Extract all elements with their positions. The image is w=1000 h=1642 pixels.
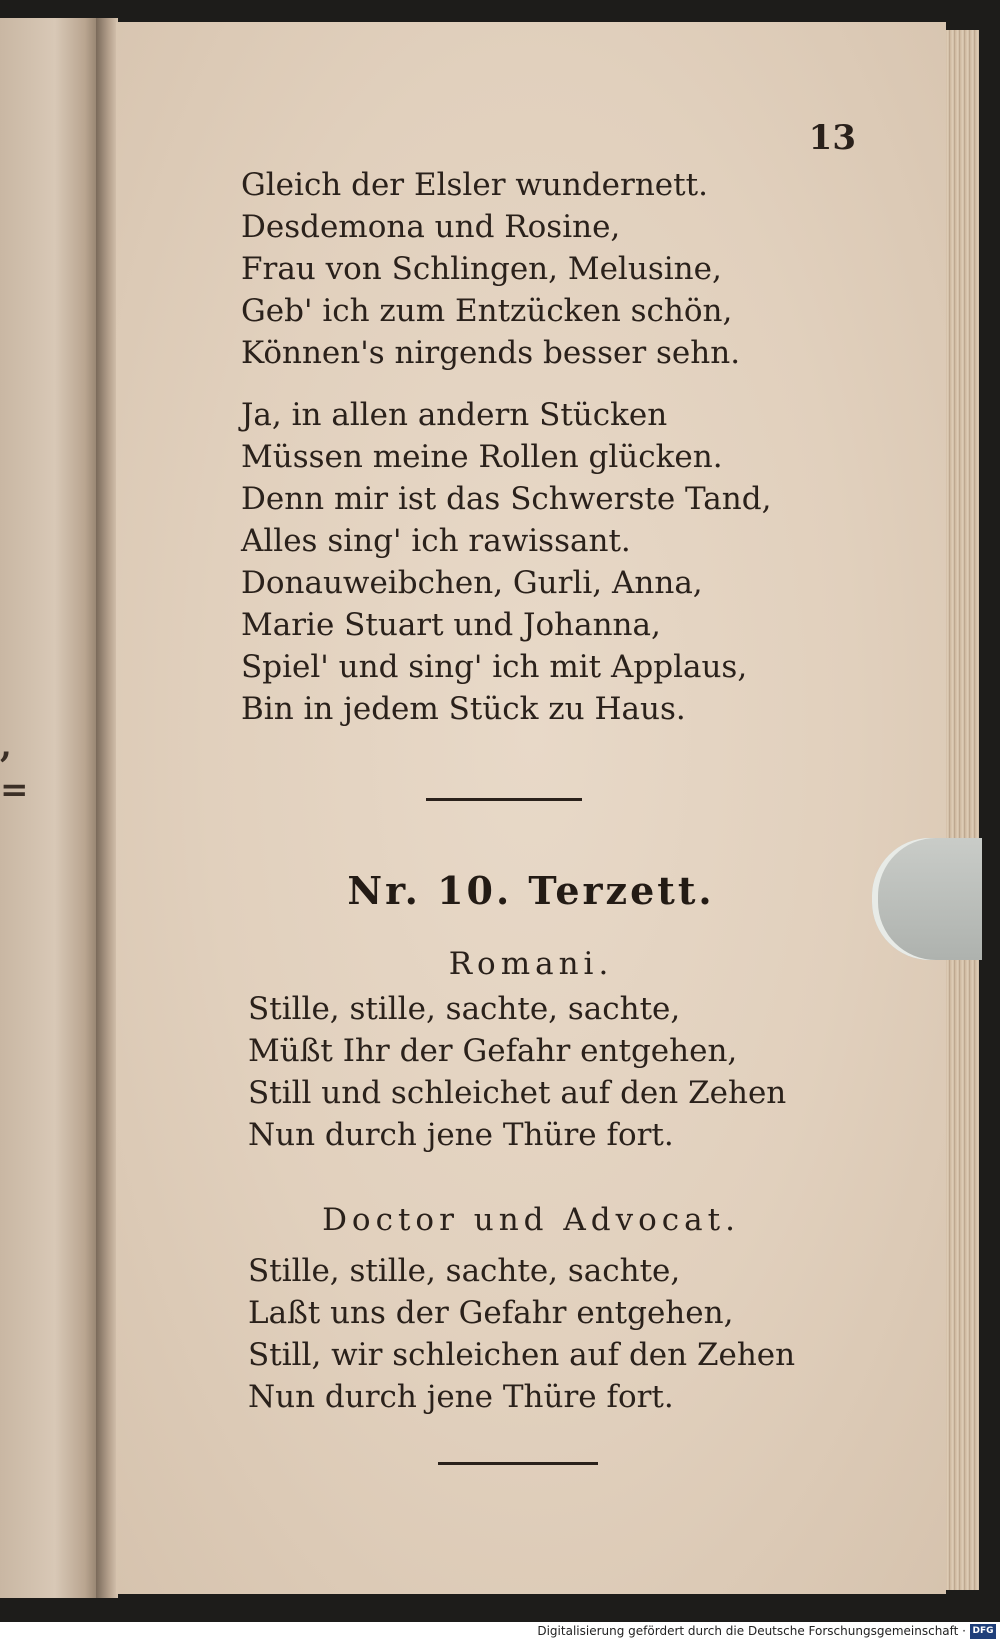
verse-line: Laßt uns der Gefahr entgehen, [248, 1295, 734, 1331]
book-page [116, 22, 946, 1594]
verse-line: Still, wir schleichen auf den Zehen [248, 1337, 796, 1373]
verse-line: Stille, stille, sachte, sachte, [248, 991, 681, 1027]
book-gutter [96, 18, 118, 1598]
verse-line: Nun durch jene Thüre fort. [248, 1117, 674, 1153]
page-edges [945, 30, 979, 1590]
stanza-3 [248, 988, 786, 1156]
verse-line: Gleich der Elsler wundernett. [241, 167, 708, 203]
end-divider [438, 1462, 598, 1465]
stanza-4 [248, 1250, 795, 1418]
verse-line: Stille, stille, sachte, sachte, [248, 1253, 681, 1289]
verse-line: Geb' ich zum Entzücken schön, [241, 293, 733, 329]
verse-line: Müßt Ihr der Gefahr entgehen, [248, 1033, 738, 1069]
page-number: 13 [808, 118, 856, 158]
verse-line: Donauweibchen, Gurli, Anna, [241, 565, 703, 601]
verse-line: Müssen meine Rollen glücken. [241, 439, 723, 475]
stanza-2 [241, 394, 771, 730]
verse-line: Bin in jedem Stück zu Haus. [241, 691, 686, 727]
stanza-1 [241, 164, 740, 374]
bookmark-clip [872, 838, 982, 960]
left-page-edge [0, 18, 100, 1598]
verse-line: Können's nirgends besser sehn. [241, 335, 741, 371]
verse-line: Spiel' und sing' ich mit Applaus, [241, 649, 748, 685]
verse-line: Denn mir ist das Schwerste Tand, [241, 481, 772, 517]
left-page-fragment: = [0, 770, 29, 810]
verse-line: Still und schleichet auf den Zehen [248, 1075, 787, 1111]
verse-line: Alles sing' ich rawissant. [241, 523, 631, 559]
footer-bar [0, 1622, 1000, 1642]
verse-line: Nun durch jene Thüre fort. [248, 1379, 674, 1415]
section-heading: Nr. 10. Terzett. [347, 868, 715, 913]
verse-line: Marie Stuart und Johanna, [241, 607, 661, 643]
verse-line: Desdemona und Rosine, [241, 209, 621, 245]
left-page-fragment: , [0, 726, 12, 766]
verse-line: Frau von Schlingen, Melusine, [241, 251, 722, 287]
speaker-label: Romani. [448, 946, 614, 982]
section-divider [426, 798, 582, 801]
speaker-label: Doctor und Advocat. [322, 1202, 740, 1238]
verse-line: Ja, in allen andern Stücken [241, 397, 668, 433]
dfg-logo-icon: DFG [970, 1624, 996, 1639]
funding-notice: Digitalisierung gefördert durch die Deutsche Forschungsgemeinschaft · [537, 1624, 966, 1638]
